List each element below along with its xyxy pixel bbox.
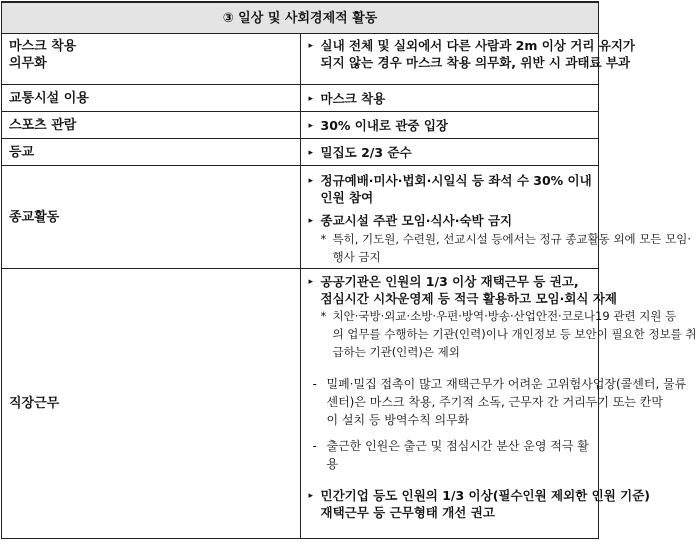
category-religion: 종교활동 <box>2 166 301 269</box>
work-bullet1-line2: 점심시간 시차운영제 등 적극 활용하고 모임·회식 자제 <box>320 291 618 306</box>
work-bullet2-line2: 재택근무 등 근무형태 개선 권고 <box>320 505 495 520</box>
asterisk-icon: * <box>320 232 327 246</box>
bullet-arrow-icon: ▸ <box>308 93 314 104</box>
row-school <box>2 139 599 166</box>
mask-text-line1: 실내 전체 및 실외에서 다른 사람과 2m 이상 거리 유지가 <box>320 38 635 53</box>
sports-text: 30% 이내로 관중 입장 <box>320 117 449 133</box>
category-school: 등교 <box>2 139 301 166</box>
religion-text-1: 정규예배·미사·법회·시일식 등 좌석 수 30% 이내 인원 참여 <box>320 173 592 205</box>
category-sports: 스포츠 관람 <box>2 112 301 139</box>
work-dash1-line3: 이 설치 등 방역수칙 의무화 <box>326 413 470 427</box>
school-text: 밀집도 2/3 준수 <box>320 144 412 160</box>
religion-text-2: 종교시설 주관 모임·식사·숙박 금지 <box>320 213 513 228</box>
work-note-line2: 의 업무를 수행하는 기관(인력)이나 개인정보 등 보안이 필요한 정보를 취 <box>332 327 697 341</box>
row-transit <box>2 85 599 112</box>
work-dash1-line1: 밀폐·밀집 접촉이 많고 재택근무가 어려운 고위험사업장(콜센터, 물류 <box>326 377 687 391</box>
row-work <box>2 269 599 539</box>
content-transit <box>300 85 599 112</box>
category-mask <box>2 34 301 85</box>
work-bullet2-line1: 민간기업 등도 인원의 1/3 이상(필수인원 제외한 인원 기준) <box>320 488 650 503</box>
category-transit: 교통시설 이용 <box>2 85 301 112</box>
category-work: 직장근무 <box>2 269 301 539</box>
work-dash2-text: 출근한 인원은 출근 및 점심시간 분산 운영 적극 활용 <box>326 439 589 471</box>
work-dash1-line2: 센터)은 마스크 착용, 주기적 소독, 근무자 간 거리두기 또는 칸막 <box>326 395 663 409</box>
table-header-row <box>2 2 599 34</box>
content-mask <box>300 34 635 85</box>
category-mask-line1: 마스크 착용 <box>9 39 77 54</box>
bullet-arrow-icon: ▸ <box>308 216 314 226</box>
category-mask-line2: 의무화 <box>9 56 47 71</box>
bullet-arrow-icon: ▸ <box>308 147 314 158</box>
bullet-arrow-icon: ▸ <box>308 277 314 287</box>
asterisk-icon: * <box>320 309 327 323</box>
content-religion <box>300 166 692 269</box>
dash-icon: - <box>312 377 317 391</box>
content-school <box>300 139 599 166</box>
bullet-arrow-icon: ▸ <box>308 176 314 186</box>
transit-text: 마스크 착용 <box>320 90 386 106</box>
content-work <box>300 269 697 539</box>
row-religion <box>2 166 599 269</box>
row-sports <box>2 112 599 139</box>
religion-note-line2: 행사 금지 <box>332 250 381 264</box>
dash-icon: - <box>312 439 317 453</box>
bullet-arrow-icon: ▸ <box>308 41 314 51</box>
work-bullet1-line1: 공공기관은 인원의 1/3 이상 재택근무 등 권고, <box>320 274 579 289</box>
guidelines-table <box>1 1 697 539</box>
bullet-arrow-icon: ▸ <box>308 120 314 131</box>
bullet-arrow-icon: ▸ <box>308 491 314 501</box>
mask-text-line2: 되지 않는 경우 마스크 착용 의무화, 위반 시 과태료 부과 <box>320 55 631 70</box>
work-note-line1: 치안·국방·외교·소방·우편·방역·방송·산업안전·코로나19 관련 지원 등 <box>332 309 677 323</box>
content-sports <box>300 112 599 139</box>
row-mask <box>2 34 599 85</box>
religion-note-line1: 특히, 기도원, 수련원, 선교시설 등에서는 정규 종교활동 외에 모든 모임· <box>332 232 692 246</box>
work-note-line3: 급하는 기관(인력)은 제외 <box>332 345 460 359</box>
section-title: ③ 일상 및 사회경제적 활동 <box>2 2 599 34</box>
